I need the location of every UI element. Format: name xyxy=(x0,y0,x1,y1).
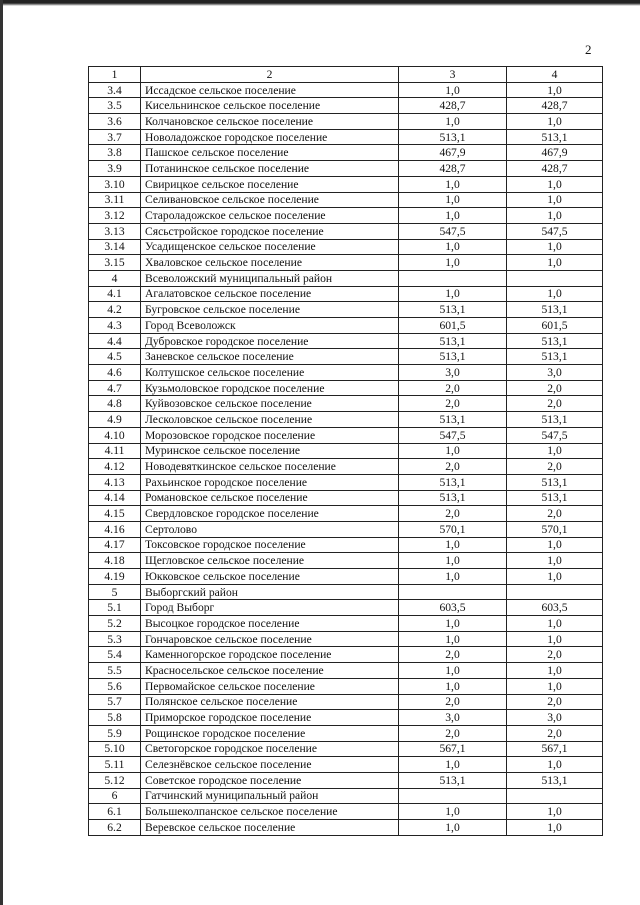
settlement-name: Каменногорское городское поселение xyxy=(141,647,399,663)
value-col-3: 513,1 xyxy=(399,772,507,788)
settlement-name: Сертолово xyxy=(141,521,399,537)
row-number: 5 xyxy=(89,584,141,600)
value-col-4: 1,0 xyxy=(507,239,603,255)
table-row xyxy=(89,725,603,741)
value-col-3: 513,1 xyxy=(399,349,507,365)
row-number: 3.13 xyxy=(89,223,141,239)
settlement-name: Всеволожский муниципальный район xyxy=(141,270,399,286)
settlement-name: Агалатовское сельское поселение xyxy=(141,286,399,302)
table-row xyxy=(89,788,603,804)
table-row xyxy=(89,365,603,381)
row-number: 4 xyxy=(89,270,141,286)
header-col-2: 2 xyxy=(141,67,399,83)
row-number: 4.19 xyxy=(89,569,141,585)
value-col-4: 513,1 xyxy=(507,412,603,428)
value-col-4: 601,5 xyxy=(507,318,603,334)
header-col-4: 4 xyxy=(507,67,603,83)
settlement-name: Хваловское сельское поселение xyxy=(141,255,399,271)
settlement-name: Рощинское городское поселение xyxy=(141,725,399,741)
table-row xyxy=(89,663,603,679)
value-col-3: 603,5 xyxy=(399,600,507,616)
value-col-3: 1,0 xyxy=(399,820,507,836)
value-col-3: 467,9 xyxy=(399,145,507,161)
value-col-4: 1,0 xyxy=(507,663,603,679)
row-number: 3.4 xyxy=(89,82,141,98)
value-col-4: 1,0 xyxy=(507,631,603,647)
settlement-name: Высоцкое городское поселение xyxy=(141,616,399,632)
settlement-name: Дубровское городское поселение xyxy=(141,333,399,349)
settlement-name: Красносельское сельское поселение xyxy=(141,663,399,679)
value-col-3: 1,0 xyxy=(399,208,507,224)
row-number: 3.11 xyxy=(89,192,141,208)
value-col-3: 428,7 xyxy=(399,161,507,177)
row-number: 3.8 xyxy=(89,145,141,161)
scan-left-border xyxy=(0,0,3,905)
table-row xyxy=(89,804,603,820)
table-row xyxy=(89,506,603,522)
row-number: 4.14 xyxy=(89,490,141,506)
value-col-3: 513,1 xyxy=(399,333,507,349)
value-col-3: 513,1 xyxy=(399,129,507,145)
value-col-4: 1,0 xyxy=(507,82,603,98)
table-row xyxy=(89,678,603,694)
settlement-name: Лесколовское сельское поселение xyxy=(141,412,399,428)
table-row xyxy=(89,380,603,396)
row-number: 4.8 xyxy=(89,396,141,412)
settlement-name: Город Выборг xyxy=(141,600,399,616)
value-col-3: 2,0 xyxy=(399,459,507,475)
table-row xyxy=(89,584,603,600)
header-col-1: 1 xyxy=(89,67,141,83)
settlement-name: Новодевяткинское сельское поселение xyxy=(141,459,399,475)
row-number: 3.7 xyxy=(89,129,141,145)
row-number: 4.17 xyxy=(89,537,141,553)
table-row xyxy=(89,443,603,459)
value-col-3: 2,0 xyxy=(399,396,507,412)
settlement-name: Колчановское сельское поселение xyxy=(141,114,399,130)
settlement-name: Свердловское городское поселение xyxy=(141,506,399,522)
value-col-4: 1,0 xyxy=(507,678,603,694)
row-number: 6.1 xyxy=(89,804,141,820)
value-col-3: 1,0 xyxy=(399,239,507,255)
row-number: 4.9 xyxy=(89,412,141,428)
value-col-4: 428,7 xyxy=(507,161,603,177)
table-row xyxy=(89,537,603,553)
value-col-4: 1,0 xyxy=(507,114,603,130)
table-row xyxy=(89,694,603,710)
value-col-4: 1,0 xyxy=(507,286,603,302)
value-col-4: 1,0 xyxy=(507,255,603,271)
row-number: 5.2 xyxy=(89,616,141,632)
value-col-4: 547,5 xyxy=(507,223,603,239)
table-row xyxy=(89,741,603,757)
value-col-3: 1,0 xyxy=(399,631,507,647)
value-col-4: 547,5 xyxy=(507,427,603,443)
value-col-4: 1,0 xyxy=(507,208,603,224)
row-number: 5.11 xyxy=(89,757,141,773)
value-col-4: 1,0 xyxy=(507,804,603,820)
value-col-3: 2,0 xyxy=(399,506,507,522)
value-col-4: 513,1 xyxy=(507,302,603,318)
row-number: 4.15 xyxy=(89,506,141,522)
table-row xyxy=(89,333,603,349)
value-col-4: 513,1 xyxy=(507,333,603,349)
value-col-4: 1,0 xyxy=(507,569,603,585)
row-number: 6.2 xyxy=(89,820,141,836)
table-row xyxy=(89,459,603,475)
value-col-4: 1,0 xyxy=(507,192,603,208)
table-row xyxy=(89,114,603,130)
table-row xyxy=(89,208,603,224)
settlement-name: Кузьмоловское городское поселение xyxy=(141,380,399,396)
table-row xyxy=(89,270,603,286)
value-col-4: 2,0 xyxy=(507,396,603,412)
row-number: 4.6 xyxy=(89,365,141,381)
settlement-name: Город Всеволожск xyxy=(141,318,399,334)
table-row xyxy=(89,318,603,334)
settlement-name: Пашское сельское поселение xyxy=(141,145,399,161)
row-number: 3.14 xyxy=(89,239,141,255)
table-body xyxy=(89,82,603,835)
settlement-name: Гончаровское сельское поселение xyxy=(141,631,399,647)
value-col-3: 547,5 xyxy=(399,223,507,239)
row-number: 5.5 xyxy=(89,663,141,679)
value-col-4: 1,0 xyxy=(507,443,603,459)
settlement-name: Куйвозовское сельское поселение xyxy=(141,396,399,412)
value-col-3: 2,0 xyxy=(399,647,507,663)
row-number: 5.6 xyxy=(89,678,141,694)
row-number: 5.8 xyxy=(89,710,141,726)
settlement-name: Приморское городское поселение xyxy=(141,710,399,726)
table-row xyxy=(89,474,603,490)
table-row xyxy=(89,490,603,506)
table-row xyxy=(89,239,603,255)
table-header-row xyxy=(89,67,603,83)
value-col-4: 567,1 xyxy=(507,741,603,757)
table-row xyxy=(89,427,603,443)
value-col-3: 1,0 xyxy=(399,255,507,271)
table-row xyxy=(89,757,603,773)
value-col-4: 513,1 xyxy=(507,474,603,490)
table-row xyxy=(89,176,603,192)
value-col-3: 601,5 xyxy=(399,318,507,334)
table-row xyxy=(89,710,603,726)
value-col-4: 3,0 xyxy=(507,365,603,381)
value-col-3: 1,0 xyxy=(399,804,507,820)
value-col-4: 513,1 xyxy=(507,772,603,788)
value-col-3: 1,0 xyxy=(399,192,507,208)
table-row xyxy=(89,631,603,647)
table-header xyxy=(89,67,603,83)
table-row xyxy=(89,302,603,318)
value-col-3: 2,0 xyxy=(399,694,507,710)
value-col-3: 1,0 xyxy=(399,678,507,694)
value-col-3: 3,0 xyxy=(399,710,507,726)
settlement-name: Усадищенское сельское поселение xyxy=(141,239,399,255)
value-col-4: 2,0 xyxy=(507,694,603,710)
table-row xyxy=(89,349,603,365)
value-col-3: 1,0 xyxy=(399,537,507,553)
value-col-4: 2,0 xyxy=(507,459,603,475)
table-row xyxy=(89,600,603,616)
row-number: 4.16 xyxy=(89,521,141,537)
settlement-name: Колтушское сельское поселение xyxy=(141,365,399,381)
value-col-3: 570,1 xyxy=(399,521,507,537)
settlement-name: Кисельнинское сельское поселение xyxy=(141,98,399,114)
row-number: 3.12 xyxy=(89,208,141,224)
row-number: 4.3 xyxy=(89,318,141,334)
row-number: 5.3 xyxy=(89,631,141,647)
row-number: 5.9 xyxy=(89,725,141,741)
settlement-name: Муринское сельское поселение xyxy=(141,443,399,459)
row-number: 4.1 xyxy=(89,286,141,302)
value-col-3: 1,0 xyxy=(399,443,507,459)
value-col-4: 1,0 xyxy=(507,553,603,569)
settlement-name: Первомайское сельское поселение xyxy=(141,678,399,694)
table-row xyxy=(89,569,603,585)
row-number: 3.15 xyxy=(89,255,141,271)
table-row xyxy=(89,772,603,788)
value-col-4: 3,0 xyxy=(507,710,603,726)
settlement-name: Заневское сельское поселение xyxy=(141,349,399,365)
value-col-4: 513,1 xyxy=(507,349,603,365)
settlement-name: Новоладожское городское поселение xyxy=(141,129,399,145)
value-col-3: 428,7 xyxy=(399,98,507,114)
settlement-name: Потанинское сельское поселение xyxy=(141,161,399,177)
settlement-name: Романовское сельское поселение xyxy=(141,490,399,506)
value-col-4: 1,0 xyxy=(507,820,603,836)
settlement-name: Большеколпанское сельское поселение xyxy=(141,804,399,820)
value-col-3 xyxy=(399,584,507,600)
value-col-4: 1,0 xyxy=(507,176,603,192)
settlement-name: Рахьинское городское поселение xyxy=(141,474,399,490)
table-row xyxy=(89,412,603,428)
table-row xyxy=(89,145,603,161)
value-col-3: 1,0 xyxy=(399,569,507,585)
table-row xyxy=(89,82,603,98)
value-col-4 xyxy=(507,584,603,600)
value-col-3 xyxy=(399,270,507,286)
value-col-4 xyxy=(507,270,603,286)
data-table xyxy=(88,66,603,836)
value-col-3: 2,0 xyxy=(399,725,507,741)
table-row xyxy=(89,161,603,177)
row-number: 3.6 xyxy=(89,114,141,130)
table-row xyxy=(89,129,603,145)
settlement-name: Полянское сельское поселение xyxy=(141,694,399,710)
settlement-name: Советское городское поселение xyxy=(141,772,399,788)
value-col-4: 603,5 xyxy=(507,600,603,616)
row-number: 4.7 xyxy=(89,380,141,396)
value-col-4: 2,0 xyxy=(507,725,603,741)
row-number: 5.10 xyxy=(89,741,141,757)
value-col-4: 2,0 xyxy=(507,506,603,522)
value-col-3: 513,1 xyxy=(399,474,507,490)
value-col-4: 1,0 xyxy=(507,616,603,632)
value-col-3: 1,0 xyxy=(399,663,507,679)
value-col-3: 1,0 xyxy=(399,286,507,302)
value-col-4: 1,0 xyxy=(507,757,603,773)
table-row xyxy=(89,521,603,537)
settlement-name: Иссадское сельское поселение xyxy=(141,82,399,98)
value-col-3: 567,1 xyxy=(399,741,507,757)
row-number: 5.7 xyxy=(89,694,141,710)
table-row xyxy=(89,396,603,412)
scan-top-border xyxy=(0,0,640,6)
table-row xyxy=(89,616,603,632)
settlement-name: Староладожское сельское поселение xyxy=(141,208,399,224)
row-number: 4.2 xyxy=(89,302,141,318)
settlement-name: Свирицкое сельское поселение xyxy=(141,176,399,192)
settlement-name: Селезнёвское сельское поселение xyxy=(141,757,399,773)
settlement-name: Бугровское сельское поселение xyxy=(141,302,399,318)
value-col-3: 2,0 xyxy=(399,380,507,396)
value-col-4: 513,1 xyxy=(507,129,603,145)
header-col-3: 3 xyxy=(399,67,507,83)
row-number: 5.12 xyxy=(89,772,141,788)
row-number: 5.1 xyxy=(89,600,141,616)
value-col-4: 467,9 xyxy=(507,145,603,161)
settlement-name: Токсовское городское поселение xyxy=(141,537,399,553)
value-col-4 xyxy=(507,788,603,804)
settlement-name: Выборгский район xyxy=(141,584,399,600)
table-row xyxy=(89,286,603,302)
value-col-3: 1,0 xyxy=(399,757,507,773)
row-number: 4.10 xyxy=(89,427,141,443)
value-col-3: 1,0 xyxy=(399,82,507,98)
value-col-3: 1,0 xyxy=(399,616,507,632)
table-row xyxy=(89,192,603,208)
value-col-4: 570,1 xyxy=(507,521,603,537)
value-col-3: 3,0 xyxy=(399,365,507,381)
page-number: 2 xyxy=(585,42,592,57)
value-col-4: 428,7 xyxy=(507,98,603,114)
row-number: 3.5 xyxy=(89,98,141,114)
value-col-4: 513,1 xyxy=(507,490,603,506)
table-row xyxy=(89,223,603,239)
value-col-3: 513,1 xyxy=(399,412,507,428)
value-col-3: 1,0 xyxy=(399,553,507,569)
value-col-3: 513,1 xyxy=(399,302,507,318)
table-row xyxy=(89,98,603,114)
value-col-4: 2,0 xyxy=(507,647,603,663)
settlement-name: Светогорское городское поселение xyxy=(141,741,399,757)
table-row xyxy=(89,820,603,836)
value-col-4: 2,0 xyxy=(507,380,603,396)
value-col-3 xyxy=(399,788,507,804)
value-col-3: 513,1 xyxy=(399,490,507,506)
row-number: 3.10 xyxy=(89,176,141,192)
row-number: 4.5 xyxy=(89,349,141,365)
row-number: 4.18 xyxy=(89,553,141,569)
row-number: 6 xyxy=(89,788,141,804)
row-number: 3.9 xyxy=(89,161,141,177)
row-number: 4.13 xyxy=(89,474,141,490)
row-number: 4.11 xyxy=(89,443,141,459)
settlement-name: Гатчинский муниципальный район xyxy=(141,788,399,804)
settlement-name: Селивановское сельское поселение xyxy=(141,192,399,208)
table-row xyxy=(89,647,603,663)
settlement-name: Сясьстройское городское поселение xyxy=(141,223,399,239)
settlement-name: Щегловское сельское поселение xyxy=(141,553,399,569)
table-row xyxy=(89,255,603,271)
settlement-name: Веревское сельское поселение xyxy=(141,820,399,836)
settlement-name: Морозовское городское поселение xyxy=(141,427,399,443)
row-number: 4.12 xyxy=(89,459,141,475)
table-row xyxy=(89,553,603,569)
settlement-name: Юкковское сельское поселение xyxy=(141,569,399,585)
row-number: 5.4 xyxy=(89,647,141,663)
row-number: 4.4 xyxy=(89,333,141,349)
value-col-3: 1,0 xyxy=(399,114,507,130)
value-col-3: 1,0 xyxy=(399,176,507,192)
value-col-3: 547,5 xyxy=(399,427,507,443)
value-col-4: 1,0 xyxy=(507,537,603,553)
